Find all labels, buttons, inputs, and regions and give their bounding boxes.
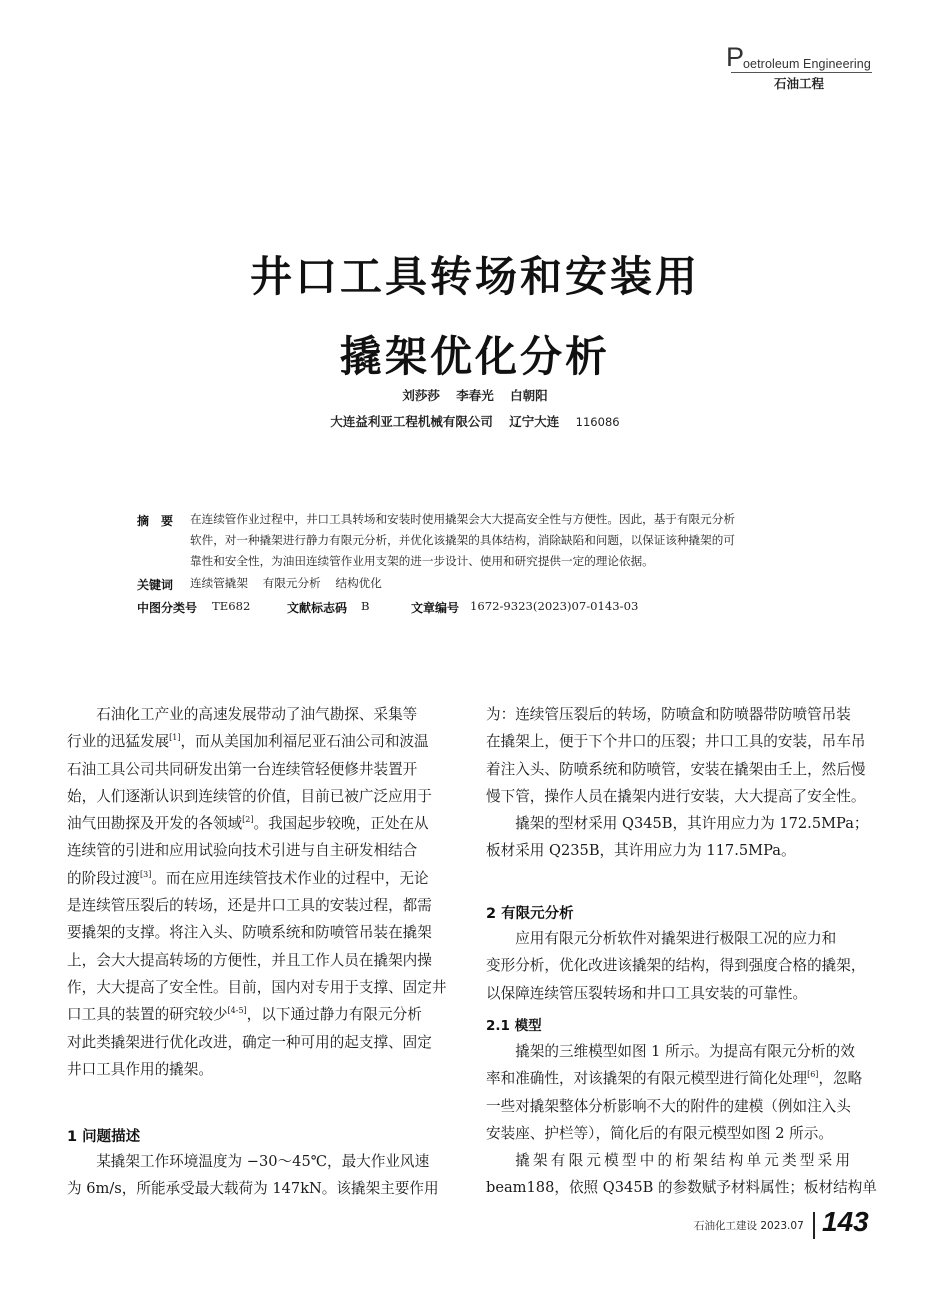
- citation: [6]: [807, 1070, 819, 1080]
- citation: [2]: [242, 815, 254, 825]
- left-column-section1: [67, 1148, 453, 1203]
- body-line: 以保障连续管压裂转场和井口工具安装的可靠性。: [486, 984, 808, 1002]
- body-line: 口工具的装置的研究较少[4-5]，以下通过静力有限元分析: [67, 1006, 422, 1024]
- body-line: 应用有限元分析软件对撬架进行极限工况的应力和: [515, 930, 837, 947]
- body-line: 是连续管压裂后的转场，还是井口工具的安装过程，都需: [67, 897, 432, 915]
- body-line: 行业的迅猛发展[1]，而从美国加利福尼亚石油公司和波温: [67, 733, 429, 751]
- body-line: 板材采用 Q235B，其许用应力为 117.5MPa。: [486, 842, 796, 860]
- body-line: 的阶段过渡[3]。而在应用连续管技术作业的过程中，无论: [67, 869, 429, 887]
- keyword: 有限元分析: [262, 576, 321, 590]
- brand-divider: [731, 72, 872, 73]
- keyword: 连续管撬架: [190, 576, 248, 590]
- body-line: 石油工具公司共同研发出第一台连续管轻便修井装置开: [67, 760, 418, 778]
- abstract-line: 靠性和安全性，为油田连续管作业用支架的进一步设计、使用和研究提供一定的理论依据。: [190, 554, 654, 568]
- keyword: 结构优化: [335, 576, 382, 590]
- subsection-heading-2-1: 2.1 模型: [486, 1018, 542, 1034]
- abstract-line: 在连续管作业过程中，井口工具转场和安装时使用撬架会大大提高安全性与方便性。因此，基于有限元分析: [190, 512, 735, 526]
- footer-divider: [813, 1212, 815, 1239]
- clc-value: TE682: [212, 599, 251, 613]
- body-line: 石油化工产业的高速发展带动了油气勘探、采集等: [96, 706, 418, 723]
- body-line: 连续管的引进和应用试验向技术引进与自主研发相结合: [67, 842, 418, 860]
- body-line: 始，人们逐渐认识到连续管的价值，目前已被广泛应用于: [67, 787, 432, 805]
- citation: [4-5]: [227, 1006, 247, 1016]
- author-name: 白朝阳: [510, 388, 548, 403]
- body-line: 要撬架的支撑。将注入头、防喷系统和防喷管吊装在撬架: [67, 924, 432, 942]
- footer-journal-issue: 石油化工建设 2023.07: [694, 1220, 804, 1232]
- affiliation-org: 大连益利亚工程机械有限公司: [330, 414, 493, 429]
- section-heading-1: 1 问题描述: [67, 1129, 141, 1145]
- right-column-section2-1: [486, 1038, 877, 1202]
- body-line: beam188，依照 Q345B 的参数赋予材料属性；板材结构单: [486, 1179, 877, 1197]
- affiliation-zip: 116086: [575, 415, 620, 429]
- right-column-continued: [486, 701, 874, 865]
- keyword-list: [190, 573, 382, 594]
- affiliation-city: 辽宁大连: [509, 414, 560, 429]
- section-heading-2: 2 有限元分析: [486, 906, 574, 922]
- article-no-label: 文章编号: [411, 601, 460, 615]
- clc-label: 中图分类号: [137, 601, 198, 615]
- body-line: 撬架的型材采用 Q345B，其许用应力为 172.5MPa；: [515, 815, 869, 833]
- body-line: 对此类撬架进行优化改进，确定一种可用的起支撑、固定: [67, 1033, 432, 1051]
- body-line: 作，大大提高了安全性。目前，国内对专用于支撑、固定井: [67, 978, 447, 996]
- article-title-line-1: 井口工具转场和安装用: [249, 252, 700, 301]
- body-line: 撬架有限元模型中的桁架结构单元类型采用: [515, 1152, 854, 1170]
- body-line: 安装座、护栏等），简化后的有限元模型如图 2 所示。: [486, 1124, 833, 1142]
- abstract-label: 摘 要: [137, 514, 174, 528]
- body-line: 率和准确性，对该撬架的有限元模型进行简化处理[6]，忽略: [486, 1070, 863, 1088]
- body-line: 油气田勘探及开发的各领域[2]。我国起步较晚，正处在从: [67, 815, 429, 833]
- author-name: 刘莎莎: [402, 388, 440, 403]
- page-number: 143: [822, 1206, 869, 1237]
- body-line: 一些对撬架整体分析影响不大的附件的建模（例如注入头: [486, 1097, 851, 1115]
- body-line: 上，会大大提高转场的方便性，并且工作人员在撬架内操: [67, 951, 432, 969]
- body-line: 慢下管，操作人员在撬架内进行安装，大大提高了安全性。: [486, 787, 866, 805]
- body-line: 为 6m/s，所能承受最大载荷为 147kN。该撬架主要作用: [67, 1180, 439, 1198]
- body-line: 某撬架工作环境温度为 −30～45℃，最大作业风速: [96, 1153, 430, 1170]
- citation: [3]: [139, 869, 152, 879]
- citation: [1]: [169, 733, 181, 743]
- body-line: 变形分析，优化改进该撬架的结构，得到强度合格的撬架，: [486, 957, 866, 975]
- journal-brand-english: oetroleum Engineering: [743, 57, 871, 71]
- doc-code-label: 文献标志码: [287, 601, 348, 615]
- keywords-label: 关键词: [137, 578, 174, 592]
- author-name: 李春光: [456, 388, 494, 403]
- body-line: 为：连续管压裂后的转场，防喷盒和防喷器带防喷管吊装: [486, 706, 851, 723]
- right-column-section2: [486, 925, 874, 1007]
- left-column-intro: [67, 701, 453, 1083]
- journal-brand-chinese: 石油工程: [774, 76, 825, 91]
- article-no-value: 1672-9323(2023)07-0143-03: [470, 599, 639, 613]
- affiliation: [0, 412, 950, 430]
- body-line: 在撬架上，便于下个井口的压裂；井口工具的安装，吊车吊: [486, 733, 866, 751]
- body-line: 撬架的三维模型如图 1 所示。为提高有限元分析的效: [515, 1043, 855, 1060]
- abstract-line: 软件，对一种撬架进行静力有限元分析，并优化该撬架的具体结构，消除缺陷和问题，以保证该种撬架的可: [190, 533, 735, 547]
- body-line: 着注入头、防喷系统和防喷管，安装在撬架由壬上，然后慢: [486, 760, 866, 778]
- doc-code-value: B: [361, 599, 370, 613]
- body-line: 井口工具作用的撬架。: [67, 1060, 213, 1078]
- author-list: [0, 386, 950, 404]
- journal-brand-initial: P: [726, 42, 745, 72]
- article-title-line-2: 撬架优化分析: [339, 332, 610, 381]
